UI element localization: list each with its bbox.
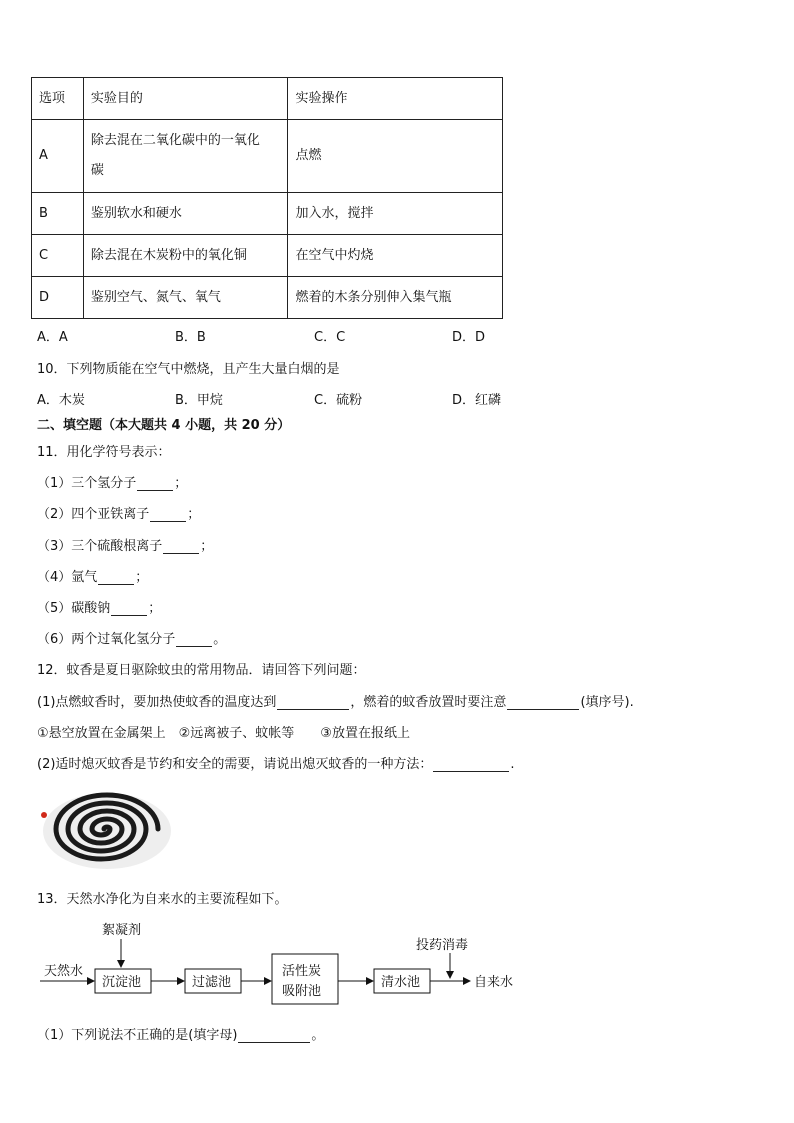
- q10-stem: 10．下列物质能在空气中燃烧，且产生大量白烟的是: [37, 362, 340, 377]
- part-text: (1)点燃蚊香时，要加热使蚊香的温度达到: [37, 695, 277, 710]
- part-text: ，燃着的蚊香放置时要注意: [350, 695, 507, 710]
- q13-stem: 13．天然水净化为自来水的主要流程如下。: [37, 892, 288, 907]
- q11-stem: 11．用化学符号表示：: [37, 445, 171, 460]
- item-text: （6）两个过氧化氢分子: [37, 632, 176, 647]
- answer-blank[interactable]: [277, 695, 349, 710]
- part-text: （1）下列说法不正确的是(填字母): [37, 1028, 238, 1043]
- table-cell: D: [32, 277, 84, 319]
- table-cell: [83, 120, 288, 193]
- item-text: （4）氩气: [37, 570, 98, 585]
- table-cell: 燃着的木条分别伸入集气瓶: [288, 277, 503, 319]
- table-cell: 加入水，搅拌: [288, 193, 503, 235]
- answer-blank[interactable]: [150, 507, 186, 522]
- q11-item: [37, 535, 213, 554]
- answer-blank[interactable]: [238, 1028, 310, 1043]
- item-text: （2）四个亚铁离子: [37, 507, 150, 522]
- table-cell: 除去混在木炭粉中的氧化铜: [83, 235, 288, 277]
- goal-line: 除去混在二氧化碳中的一氧化: [90, 133, 260, 148]
- q12-options: ①悬空放置在金属架上 ②远离被子、蚊帐等 ③放置在报纸上: [37, 726, 410, 741]
- flow-box-label: 活性炭: [282, 964, 322, 979]
- table-cell: 点燃: [288, 120, 503, 193]
- table-cell: C: [32, 235, 84, 277]
- options-table: [31, 77, 503, 319]
- table-row: [32, 193, 503, 235]
- answer-blank[interactable]: [176, 632, 212, 647]
- flow-input-label: 天然水: [44, 964, 84, 979]
- answer-blank[interactable]: [137, 476, 173, 491]
- part-text: (填序号).: [580, 695, 634, 710]
- mosquito-coil-image: [37, 783, 177, 873]
- item-text: （5）碳酸钠: [37, 601, 111, 616]
- item-end: ；: [174, 476, 188, 491]
- item-end: ；: [187, 507, 201, 522]
- table-row: [32, 235, 503, 277]
- part-text: 。: [311, 1028, 325, 1043]
- water-treatment-flowchart: [30, 915, 550, 1010]
- q11-item: [37, 628, 226, 647]
- part-text: (2)适时熄灭蚊香是节约和安全的需要，请说出熄灭蚊香的一种方法：: [37, 757, 433, 772]
- item-end: ；: [148, 601, 162, 616]
- answer-blank[interactable]: [433, 757, 509, 772]
- flow-box-label: 吸附池: [282, 984, 322, 999]
- table-header-row: [32, 78, 503, 120]
- item-end: 。: [213, 632, 227, 647]
- item-end: ；: [135, 570, 149, 585]
- table-cell: 在空气中灼烧: [288, 235, 503, 277]
- item-text: （1）三个氢分子: [37, 476, 137, 491]
- q10-choice-d: D．红磷: [452, 393, 502, 408]
- q11-item: [37, 566, 148, 585]
- table-row: [32, 120, 503, 193]
- q13-sub1: [37, 1024, 324, 1043]
- q12-part2: [37, 753, 515, 772]
- q9-choice-d: D．D: [452, 330, 486, 345]
- table-header-cell: 实验目的: [83, 78, 288, 120]
- q11-item: [37, 597, 161, 616]
- q9-choice-c: C．C: [314, 330, 346, 345]
- table-cell: A: [32, 120, 84, 193]
- table-cell: B: [32, 193, 84, 235]
- q10-choice-c: C．硫粉: [314, 393, 363, 408]
- flow-additive-label: 絮凝剂: [102, 923, 142, 938]
- section-title: 二、填空题（本大题共 4 小题，共 20 分）: [37, 418, 291, 433]
- item-text: （3）三个硫酸根离子: [37, 539, 163, 554]
- q11-item: [37, 472, 187, 491]
- table-cell: 鉴别空气、氮气、氧气: [83, 277, 288, 319]
- table-header-cell: 选项: [32, 78, 84, 120]
- item-end: ；: [200, 539, 214, 554]
- flow-box-label: 清水池: [381, 975, 421, 990]
- q12-part1: [37, 691, 634, 710]
- answer-blank[interactable]: [507, 695, 579, 710]
- table-row: [32, 277, 503, 319]
- goal-line: 碳: [90, 163, 104, 178]
- q10-choice-b: B．甲烷: [175, 393, 223, 408]
- flow-additive-label: 投药消毒: [416, 938, 469, 953]
- flow-box-label: 沉淀池: [102, 975, 142, 990]
- q9-choice-b: B．B: [175, 330, 206, 345]
- answer-blank[interactable]: [163, 539, 199, 554]
- flow-output-label: 自来水: [474, 975, 514, 990]
- table-header-cell: 实验操作: [288, 78, 503, 120]
- q12-stem: 12．蚊香是夏日驱除蚊虫的常用物品．请回答下列问题：: [37, 663, 366, 678]
- q10-choice-a: A．木炭: [37, 393, 85, 408]
- answer-blank[interactable]: [98, 570, 134, 585]
- part-text: .: [510, 757, 515, 772]
- answer-blank[interactable]: [111, 601, 147, 616]
- q11-item: [37, 503, 200, 522]
- flow-box-label: 过滤池: [192, 975, 232, 990]
- table-cell: 鉴别软水和硬水: [83, 193, 288, 235]
- q9-choice-a: A．A: [37, 330, 68, 345]
